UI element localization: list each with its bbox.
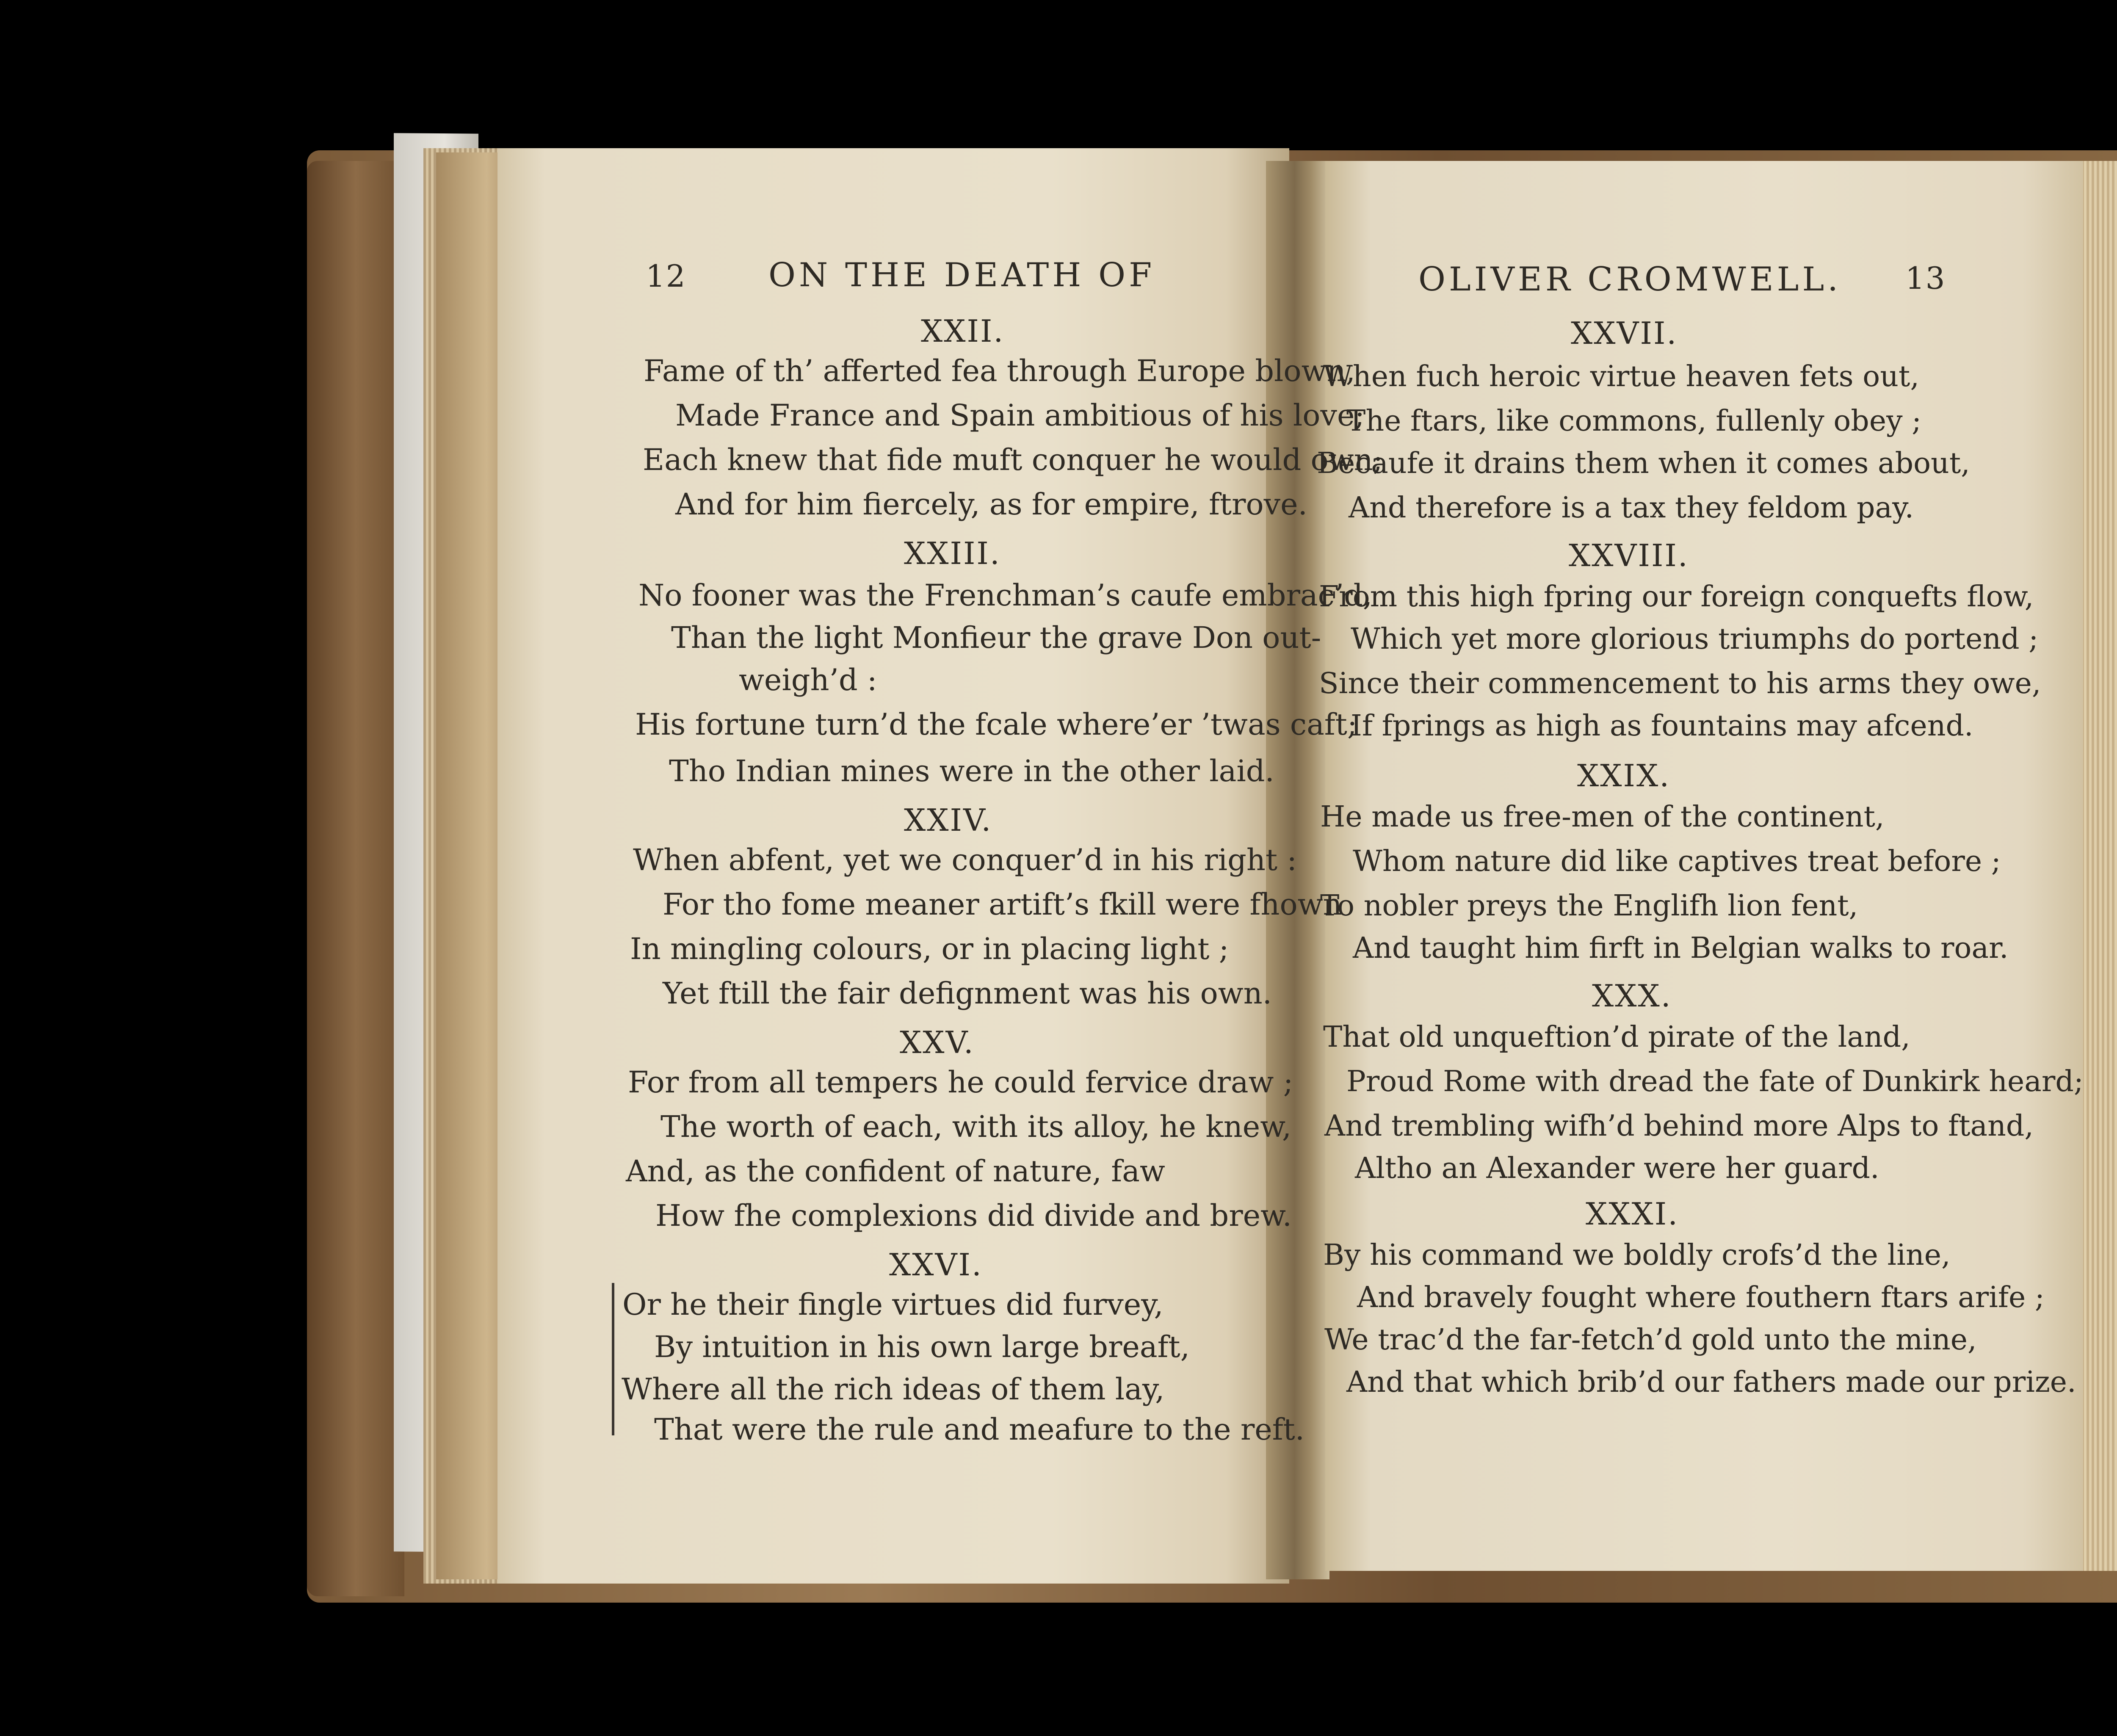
verse-line: For tho fome meaner artift’s fkill were fhown: [663, 887, 1342, 922]
verse-line: Since their commencement to his arms they owe,: [1319, 667, 2041, 700]
verse-line: We trac’d the far-fetch’d gold unto the mine,: [1324, 1323, 1977, 1357]
stanza-number: XXII.: [921, 313, 1005, 349]
verse-line: Tho Indian mines were in the other laid.: [669, 754, 1274, 788]
stanza-number: XXVI.: [889, 1247, 983, 1283]
verse-line: By intuition in his own large breaft,: [654, 1330, 1190, 1364]
book-cover-left-edge: [307, 161, 404, 1596]
verse-line: For from all tempers he could fervice draw ;: [628, 1065, 1293, 1100]
verse-line: And therefore is a tax they feldom pay.: [1349, 491, 1914, 525]
verse-line: He made us free-men of the continent,: [1320, 800, 1885, 834]
verse-line: weigh’d :: [739, 663, 877, 697]
verse-line: When abfent, yet we conquer’d in his right :: [633, 843, 1297, 877]
margin-mark: [612, 1283, 614, 1435]
verse-line: The ftars, like commons, fullenly obey ;: [1346, 404, 1922, 438]
verse-line: Which yet more glorious triumphs do portend ;: [1351, 622, 2039, 656]
verse-line: And for him fiercely, as for empire, ftrove.: [675, 487, 1307, 522]
verse-line: Than the light Monfieur the grave Don out-: [671, 620, 1321, 655]
verse-line: And, as the confident of nature, faw: [626, 1154, 1165, 1189]
verse-line: When fuch heroic virtue heaven fets out,: [1323, 360, 1919, 393]
verse-line: No fooner was the Frenchman’s caufe embrac’d,: [638, 578, 1373, 613]
stanza-number: XXIV.: [904, 802, 992, 838]
right-page-number: 13: [1905, 260, 1946, 296]
verse-line: His fortune turn’d the fcale where’er ’twas caft;: [635, 707, 1357, 742]
right-running-head: OLIVER CROMWELL.: [1418, 260, 1842, 299]
verse-line: Altho an Alexander were her guard.: [1355, 1152, 1879, 1185]
stanza-number: XXXI.: [1586, 1196, 1679, 1232]
verse-line: Made France and Spain ambitious of his love;: [675, 398, 1365, 433]
stanza-number: XXIX.: [1577, 758, 1671, 793]
verse-line: That were the rule and meafure to the reft.: [654, 1412, 1305, 1447]
verse-line: How fhe complexions did divide and brew.: [655, 1198, 1292, 1233]
verse-line: From this high fpring our foreign conquefts flow,: [1319, 580, 2034, 614]
stanza-number: XXVIII.: [1569, 538, 1689, 573]
verse-line: Yet ftill the fair defignment was his own.: [663, 976, 1272, 1011]
verse-line: That old unqueftion’d pirate of the land,: [1323, 1020, 1910, 1054]
stanza-number: XXV.: [900, 1025, 975, 1060]
left-running-head: ON THE DEATH OF: [768, 256, 1155, 294]
verse-line: The worth of each, with its alloy, he knew,: [661, 1109, 1292, 1144]
verse-line: By his command we boldly crofs’d the line,: [1323, 1238, 1951, 1272]
verse-line: Or he their fingle virtues did furvey,: [622, 1287, 1164, 1322]
stanza-number: XXX.: [1592, 978, 1672, 1014]
verse-line: And bravely fought where fouthern ftars arife ;: [1357, 1281, 2045, 1314]
verse-line: Fame of th’ afferted fea through Europe blown,: [644, 354, 1355, 388]
verse-line: To nobler preys the Englifh lion fent,: [1320, 889, 1858, 923]
verse-line: And taught him firft in Belgian walks to roar.: [1353, 932, 2009, 965]
verse-line: If fprings as high as fountains may afcend.: [1351, 709, 1973, 743]
verse-line: In mingling colours, or in placing light ;: [630, 932, 1229, 966]
verse-line: And that which brib’d our fathers made our prize.: [1346, 1366, 2076, 1399]
stanza-number: XXVII.: [1571, 315, 1678, 351]
verse-line: Becaufe it drains them when it comes about,: [1317, 447, 1970, 480]
verse-line: And trembling wifh’d behind more Alps to ftand,: [1324, 1109, 2034, 1143]
verse-line: Whom nature did like captives treat before ;: [1353, 845, 2001, 878]
left-page-number: 12: [646, 258, 686, 294]
stanza-number: XXIII.: [904, 536, 1001, 571]
verse-line: Where all the rich ideas of them lay,: [622, 1372, 1165, 1407]
verse-line: Proud Rome with dread the fate of Dunkirk heard;: [1346, 1065, 2084, 1098]
verse-line: Each knew that fide muft conquer he would own;: [643, 442, 1383, 477]
